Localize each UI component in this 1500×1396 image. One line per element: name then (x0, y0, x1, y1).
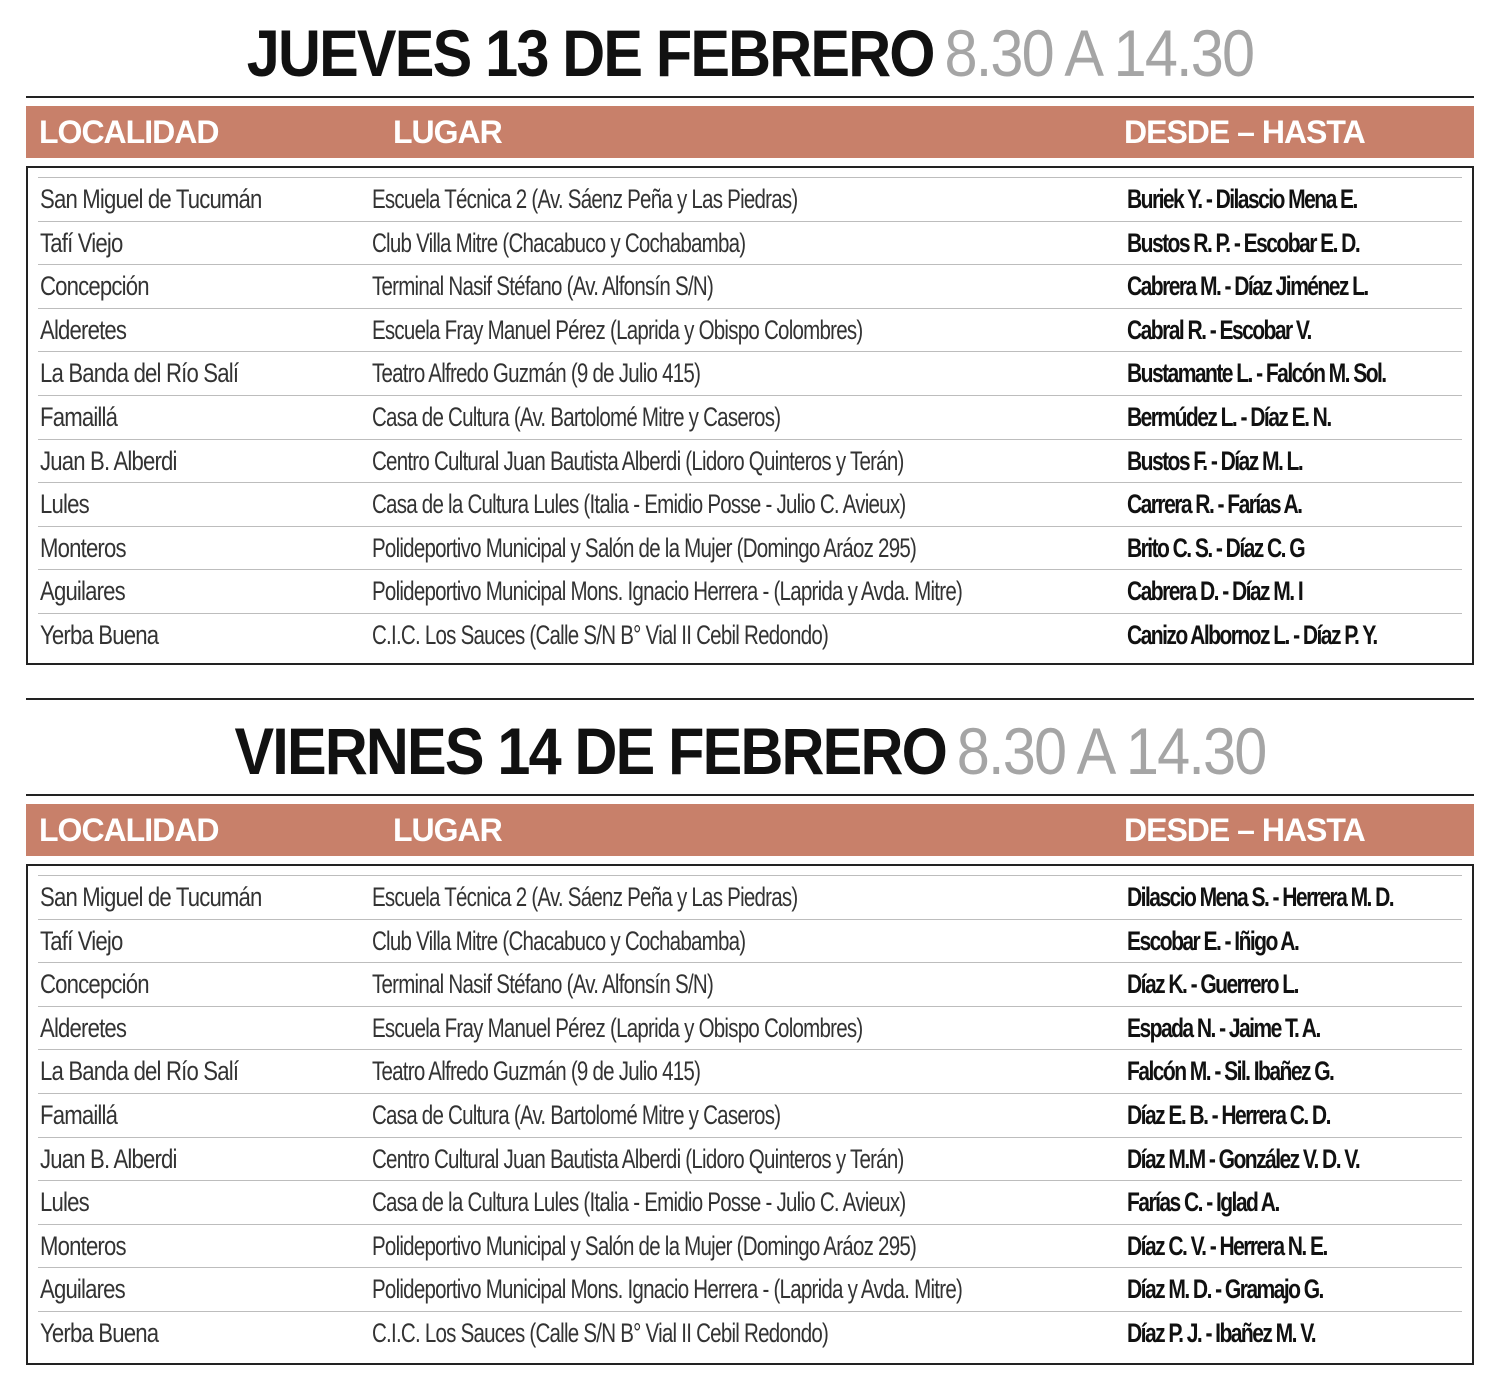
section-title (98, 16, 1401, 90)
cell-lugar: Escuela Técnica 2 (Av. Sáenz Peña y Las Piedras) (372, 184, 798, 214)
divider (26, 794, 1474, 796)
cell-desde-hasta: Buriek Y. - Dilascio Mena E. (1127, 184, 1357, 214)
table-row (38, 526, 1462, 571)
cell-desde-hasta: Bustos F. - Díaz M. L. (1127, 445, 1303, 476)
cell-desde-hasta: Canizo Albornoz L. - Díaz P. Y. (1127, 620, 1377, 650)
cell-desde-hasta: Díaz C. V. - Herrera N. E. (1127, 1230, 1327, 1261)
cell-localidad: San Miguel de Tucumán (40, 882, 262, 912)
cell-desde-hasta: Dilascio Mena S. - Herrera M. D. (1127, 882, 1394, 912)
divider (26, 96, 1474, 98)
cell-localidad: Lules (40, 1187, 89, 1218)
cell-localidad: Famaillá (40, 402, 118, 432)
column-header-lugar: LUGAR (393, 114, 502, 150)
column-header-lugar: LUGAR (393, 812, 502, 848)
cell-desde-hasta: Brito C. S. - Díaz C. G (1127, 532, 1305, 563)
table-header (26, 804, 1474, 856)
cell-lugar: Casa de la Cultura Lules (Italia - Emidio Posse - Julio C. Avieux) (372, 489, 906, 520)
cell-lugar: Polideportivo Municipal y Salón de la Mujer (Domingo Aráoz 295) (372, 532, 917, 563)
cell-localidad: La Banda del Río Salí (40, 1056, 239, 1087)
schedule-table (26, 166, 1474, 665)
table-row (38, 221, 1462, 266)
cell-desde-hasta: Escobar E. - Iñigo A. (1127, 925, 1299, 956)
cell-localidad: Juan B. Alberdi (40, 1143, 177, 1174)
divider (26, 698, 1474, 700)
table-row (38, 613, 1462, 658)
cell-lugar: Club Villa Mitre (Chacabuco y Cochabamba) (372, 925, 746, 956)
schedule-table (26, 864, 1474, 1365)
table-row (38, 1049, 1462, 1094)
cell-lugar: Teatro Alfredo Guzmán (9 de Julio 415) (372, 1056, 701, 1087)
cell-lugar: Polideportivo Municipal Mons. Ignacio Herrera - (Laprida y Avda. Mitre) (372, 1274, 963, 1305)
cell-lugar: Centro Cultural Juan Bautista Alberdi (Lidoro Quinteros y Terán) (372, 445, 904, 476)
cell-desde-hasta: Espada N. - Jaime T. A. (1127, 1012, 1320, 1043)
cell-desde-hasta: Bustos R. P. - Escobar E. D. (1127, 227, 1360, 258)
cell-lugar: Polideportivo Municipal Mons. Ignacio Herrera - (Laprida y Avda. Mitre) (372, 576, 963, 607)
table-row (38, 482, 1462, 527)
table-row (38, 1093, 1462, 1138)
table-row (38, 1224, 1462, 1269)
day-label: JUEVES 13 DE FEBRERO (246, 16, 934, 90)
table-row (38, 1006, 1462, 1051)
cell-desde-hasta: Cabrera D. - Díaz M. I (1127, 576, 1303, 607)
table-row (38, 177, 1462, 222)
cell-desde-hasta: Díaz M. D. - Gramajo G. (1127, 1274, 1323, 1305)
table-row (38, 439, 1462, 484)
cell-desde-hasta: Díaz P. J. - Ibañez M. V. (1127, 1318, 1316, 1348)
cell-desde-hasta: Cabral R. - Escobar V. (1127, 314, 1311, 345)
column-header-localidad: LOCALIDAD (39, 812, 219, 848)
cell-localidad: Alderetes (40, 314, 127, 345)
cell-lugar: Terminal Nasif Stéfano (Av. Alfonsín S/N) (372, 271, 714, 302)
cell-lugar: Centro Cultural Juan Bautista Alberdi (Lidoro Quinteros y Terán) (372, 1143, 904, 1174)
cell-lugar: Escuela Fray Manuel Pérez (Laprida y Obispo Colombres) (372, 1012, 863, 1043)
table-header (26, 106, 1474, 158)
cell-lugar: Terminal Nasif Stéfano (Av. Alfonsín S/N) (372, 969, 714, 1000)
cell-localidad: Tafí Viejo (40, 925, 123, 956)
table-row (38, 351, 1462, 396)
cell-desde-hasta: Bustamante L. - Falcón M. Sol. (1127, 358, 1386, 389)
cell-desde-hasta: Carrera R. - Farías A. (1127, 489, 1302, 520)
table-row (38, 395, 1462, 440)
cell-localidad: Aguilares (40, 576, 125, 607)
cell-lugar: Polideportivo Municipal y Salón de la Mujer (Domingo Aráoz 295) (372, 1230, 917, 1261)
cell-lugar: C.I.C. Los Sauces (Calle S/N B° Vial II Cebil Redondo) (372, 1318, 829, 1348)
table-row (38, 1137, 1462, 1182)
cell-localidad: Famaillá (40, 1100, 118, 1130)
cell-localidad: Juan B. Alberdi (40, 445, 177, 476)
cell-desde-hasta: Díaz K. - Guerrero L. (1127, 969, 1298, 1000)
day-label: VIERNES 14 DE FEBRERO (234, 714, 946, 788)
column-header-desde-hasta: DESDE – HASTA (1124, 114, 1365, 150)
cell-desde-hasta: Falcón M. - Sil. Ibañez G. (1127, 1056, 1334, 1087)
cell-desde-hasta: Bermúdez L. - Díaz E. N. (1127, 402, 1331, 432)
cell-localidad: San Miguel de Tucumán (40, 184, 262, 214)
cell-localidad: Yerba Buena (40, 1318, 159, 1348)
cell-localidad: Yerba Buena (40, 620, 159, 650)
cell-lugar: Casa de la Cultura Lules (Italia - Emidio Posse - Julio C. Avieux) (372, 1187, 906, 1218)
table-row (38, 1311, 1462, 1356)
cell-desde-hasta: Díaz E. B. - Herrera C. D. (1127, 1100, 1330, 1130)
cell-desde-hasta: Cabrera M. - Díaz Jiménez L. (1127, 271, 1368, 302)
cell-localidad: Monteros (40, 1230, 126, 1261)
column-header-localidad: LOCALIDAD (39, 114, 219, 150)
table-row (38, 308, 1462, 353)
cell-lugar: C.I.C. Los Sauces (Calle S/N B° Vial II Cebil Redondo) (372, 620, 829, 650)
table-row (38, 1267, 1462, 1312)
hours-label: 8.30 A 14.30 (944, 16, 1254, 90)
cell-localidad: La Banda del Río Salí (40, 358, 239, 389)
table-row (38, 1180, 1462, 1225)
cell-lugar: Casa de Cultura (Av. Bartolomé Mitre y Caseros) (372, 1100, 781, 1130)
hours-label: 8.30 A 14.30 (956, 714, 1266, 788)
cell-desde-hasta: Farías C. - Iglad A. (1127, 1187, 1279, 1218)
cell-localidad: Concepción (40, 969, 149, 1000)
cell-desde-hasta: Díaz M.M - González V. D. V. (1127, 1143, 1360, 1174)
table-row (38, 919, 1462, 964)
cell-localidad: Aguilares (40, 1274, 125, 1305)
cell-localidad: Concepción (40, 271, 149, 302)
cell-lugar: Escuela Fray Manuel Pérez (Laprida y Obispo Colombres) (372, 314, 863, 345)
column-header-desde-hasta: DESDE – HASTA (1124, 812, 1365, 848)
cell-lugar: Escuela Técnica 2 (Av. Sáenz Peña y Las Piedras) (372, 882, 798, 912)
table-row (38, 264, 1462, 309)
cell-localidad: Tafí Viejo (40, 227, 123, 258)
table-row (38, 875, 1462, 920)
section-title (98, 714, 1401, 788)
cell-localidad: Monteros (40, 532, 126, 563)
table-row (38, 962, 1462, 1007)
cell-lugar: Club Villa Mitre (Chacabuco y Cochabamba) (372, 227, 746, 258)
cell-localidad: Lules (40, 489, 89, 520)
cell-lugar: Teatro Alfredo Guzmán (9 de Julio 415) (372, 358, 701, 389)
table-row (38, 569, 1462, 614)
cell-lugar: Casa de Cultura (Av. Bartolomé Mitre y Caseros) (372, 402, 781, 432)
cell-localidad: Alderetes (40, 1012, 127, 1043)
